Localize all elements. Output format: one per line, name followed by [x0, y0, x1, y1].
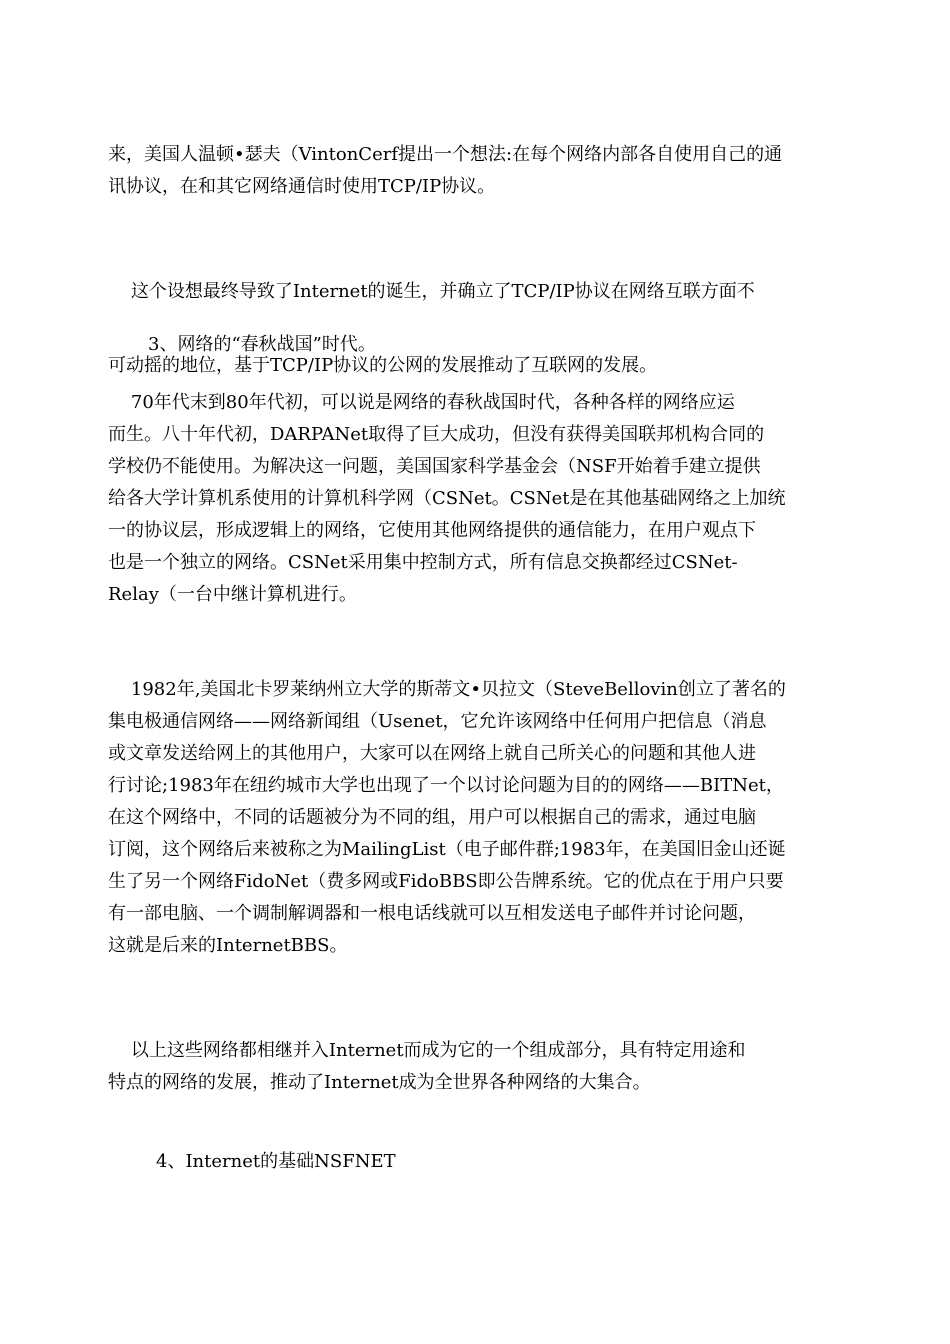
paragraph-line: Relay（一台中继计算机进行。	[108, 584, 357, 605]
paragraph-1	[108, 139, 844, 203]
paragraph-line: 这个设想最终导致了Internet的诞生，并确立了TCP/IP协议在网络互联方面不	[108, 281, 755, 302]
paragraph-line: 讯协议，在和其它网络通信时使用TCP/IP协议。	[108, 176, 496, 197]
paragraph-line: 1982年,美国北卡罗莱纳州立大学的斯蒂文•贝拉文（SteveBellovin创立了著名的	[108, 679, 786, 700]
paragraph-line: 而生。八十年代初，DARPANet取得了巨大成功，但没有获得美国联邦机构合同的	[108, 424, 765, 445]
paragraph-line: 这就是后来的InternetBBS。	[108, 935, 348, 956]
paragraph-line: 给各大学计算机系使用的计算机科学网（CSNet。CSNet是在其他基础网络之上加统	[108, 488, 786, 509]
paragraph-line: 特点的网络的发展，推动了Internet成为全世界各种网络的大集合。	[108, 1072, 651, 1093]
paragraph-line: 行讨论;1983年在纽约城市大学也出现了一个以讨论问题为目的的网络——BITNet，	[108, 775, 784, 796]
paragraph-line: 以上这些网络都相继并入Internet而成为它的一个组成部分，具有特定用途和	[108, 1040, 746, 1061]
paragraph-line: 生了另一个网络FidoNet（费多网或FidoBBS即公告牌系统。它的优点在于用户只要	[108, 871, 784, 892]
paragraph-5	[108, 674, 844, 962]
section-heading-3: 3、网络的“春秋战国”时代。	[148, 334, 376, 355]
paragraph-line: 有一部电脑、一个调制解调器和一根电话线就可以互相发送电子邮件并讨论问题，	[108, 903, 756, 924]
paragraph-4	[108, 387, 844, 611]
paragraph-line: 也是一个独立的网络。CSNet采用集中控制方式，所有信息交换都经过CSNet-	[108, 552, 738, 573]
paragraph-line: 一的协议层，形成逻辑上的网络，它使用其他网络提供的通信能力，在用户观点下	[108, 520, 756, 541]
paragraph-line: 在这个网络中，不同的话题被分为不同的组，用户可以根据自己的需求，通过电脑	[108, 807, 756, 828]
paragraph-line: 学校仍不能使用。为解决这一问题，美国国家科学基金会（NSF开始着手建立提供	[108, 456, 761, 477]
paragraph-line: 订阅，这个网络后来被称之为MailingList（电子邮件群;1983年，在美国旧金山还诞	[108, 839, 786, 860]
paragraph-6	[108, 1035, 844, 1099]
paragraph-line: 70年代末到80年代初，可以说是网络的春秋战国时代，各种各样的网络应运	[108, 392, 735, 413]
paragraph-line: 可动摇的地位，基于TCP/IP协议的公网的发展推动了互联网的发展。	[108, 355, 658, 376]
section-heading-4: 4、Internet的基础NSFNET	[156, 1151, 396, 1172]
paragraph-line: 来，美国人温顿•瑟夫（VintonCerf提出一个想法:在每个网络内部各自使用自己的通	[108, 144, 783, 165]
paragraph-line: 集电极通信网络——网络新闻组（Usenet，它允许该网络中任何用户把信息（消息	[108, 711, 767, 732]
paragraph-line: 或文章发送给网上的其他用户，大家可以在网络上就自己所关心的问题和其他人进	[108, 743, 756, 764]
